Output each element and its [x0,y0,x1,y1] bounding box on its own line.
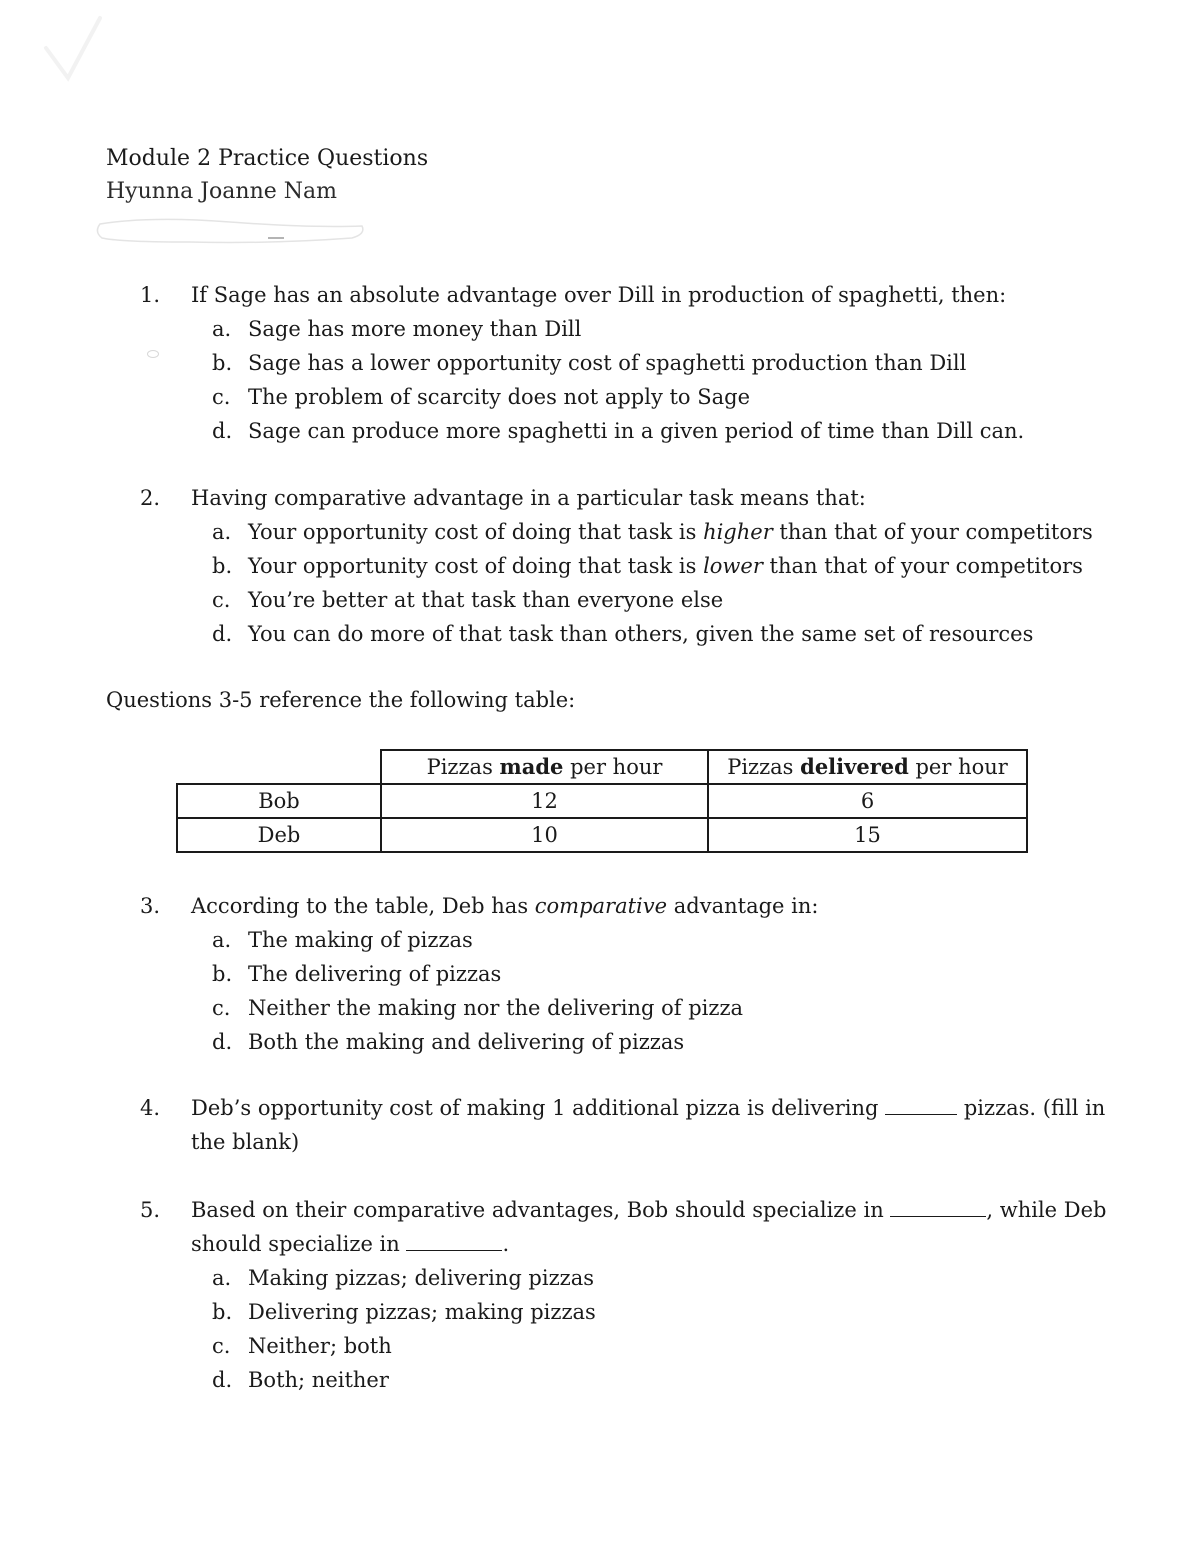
option-letter: c. [212,996,231,1020]
option-text [248,549,1083,583]
option-a [0,1261,1200,1295]
option-text-end: than that of your competitors [772,520,1093,544]
option-text [248,515,1093,549]
option-c [0,1329,1200,1363]
emphasized-word: comparative [534,894,668,918]
option-b [0,957,1200,991]
option-text: The problem of scarcity does not apply to Sage [248,385,751,409]
option-letter: c. [212,588,231,612]
option-text: Making pizzas; delivering pizzas [248,1266,595,1290]
emphasized-word: higher [703,520,773,544]
question-text-start: Deb’s opportunity cost of making 1 additional pizza is delivering [191,1096,886,1120]
option-letter: b. [212,1300,233,1324]
option-letter: d. [212,419,233,443]
question-1 [0,278,1200,448]
row-name-cell: Deb [177,818,381,852]
delivered-value-cell: 15 [708,818,1027,852]
question-text-start: should specialize in [191,1232,407,1256]
question-text-end: , while Deb [986,1198,1107,1222]
option-a [0,312,1200,346]
question-5 [0,1193,1200,1397]
option-letter: a. [212,928,232,952]
question-text-start: Based on their comparative advantages, Bob should specialize in [191,1198,891,1222]
header-text: Pizzas [727,755,801,779]
option-a [0,923,1200,957]
header-text: per hour [563,755,663,779]
header-text: Pizzas [426,755,500,779]
option-letter: b. [212,351,233,375]
question-text-continued [191,1227,509,1261]
question-3 [0,889,1200,1059]
option-text-start: Your opportunity cost of doing that task is [248,520,704,544]
question-4 [0,1091,1200,1159]
table-reference-text: Questions 3-5 reference the following table: [106,688,576,712]
option-b [0,346,1200,380]
question-number: 4. [140,1096,161,1120]
option-text: Neither; both [248,1334,392,1358]
question-text-end: advantage in: [667,894,819,918]
question-text-continued: the blank) [191,1130,300,1154]
option-text: You can do more of that task than others, given the same set of resources [248,622,1034,646]
option-d [0,1025,1200,1059]
question-text: Having comparative advantage in a particular task means that: [191,486,866,510]
option-letter: d. [212,1368,233,1392]
option-text: Delivering pizzas; making pizzas [248,1300,596,1324]
header-text: per hour [908,755,1008,779]
option-b [0,1295,1200,1329]
option-text: Sage can produce more spaghetti in a given period of time than Dill can. [248,419,1025,443]
option-text: You’re better at that task than everyone else [248,588,724,612]
faint-checkmark-mark [38,8,108,88]
question-text-end: pizzas. (fill in [957,1096,1106,1120]
made-value-cell: 10 [381,818,708,852]
option-c [0,583,1200,617]
fill-in-blank [890,1194,986,1217]
option-letter: d. [212,622,233,646]
delivered-value-cell: 6 [708,784,1027,818]
made-value-cell: 12 [381,784,708,818]
table-row [177,818,1027,852]
question-text-end: . [502,1232,510,1256]
option-text: Neither the making nor the delivering of pizza [248,996,744,1020]
option-d [0,617,1200,651]
table-corner-cell [177,750,381,784]
option-text: Both the making and delivering of pizzas [248,1030,685,1054]
option-letter: b. [212,962,233,986]
option-c [0,991,1200,1025]
header-pizzas-delivered [708,750,1027,784]
option-text: Sage has a lower opportunity cost of spaghetti production than Dill [248,351,967,375]
question-text-start: According to the table, Deb has [191,894,535,918]
header-bold-word: made [499,754,564,779]
question-2 [0,481,1200,651]
option-text: Both; neither [248,1368,389,1392]
question-number: 3. [140,894,161,918]
option-c [0,380,1200,414]
option-b [0,549,1200,583]
option-text-start: Your opportunity cost of doing that task is [248,554,704,578]
production-table [176,749,1028,853]
header-bold-word: delivered [800,754,909,779]
question-text [191,1193,1106,1227]
question-text: If Sage has an absolute advantage over Dill in production of spaghetti, then: [191,283,1007,307]
option-letter: a. [212,317,232,341]
option-letter: b. [212,554,233,578]
question-number: 5. [140,1198,161,1222]
question-text [191,1091,1105,1125]
fill-in-blank [885,1092,957,1115]
document-title: Module 2 Practice Questions [106,146,429,171]
redacted-scribble [90,212,370,248]
option-a [0,515,1200,549]
option-letter: c. [212,385,231,409]
option-letter: d. [212,1030,233,1054]
table-header-row [177,750,1027,784]
option-letter: a. [212,1266,232,1290]
row-name-cell: Bob [177,784,381,818]
author-name: Hyunna Joanne Nam [106,179,337,204]
option-text: The making of pizzas [248,928,473,952]
question-number: 2. [140,486,161,510]
fill-in-blank [406,1228,502,1251]
option-text: Sage has more money than Dill [248,317,582,341]
option-text: The delivering of pizzas [248,962,502,986]
option-letter: a. [212,520,232,544]
emphasized-word: lower [703,554,763,578]
option-d [0,1363,1200,1397]
question-number: 1. [140,283,161,307]
option-d [0,414,1200,448]
question-text [191,889,818,923]
table-row [177,784,1027,818]
option-letter: c. [212,1334,231,1358]
header-pizzas-made [381,750,708,784]
option-text-end: than that of your competitors [762,554,1083,578]
